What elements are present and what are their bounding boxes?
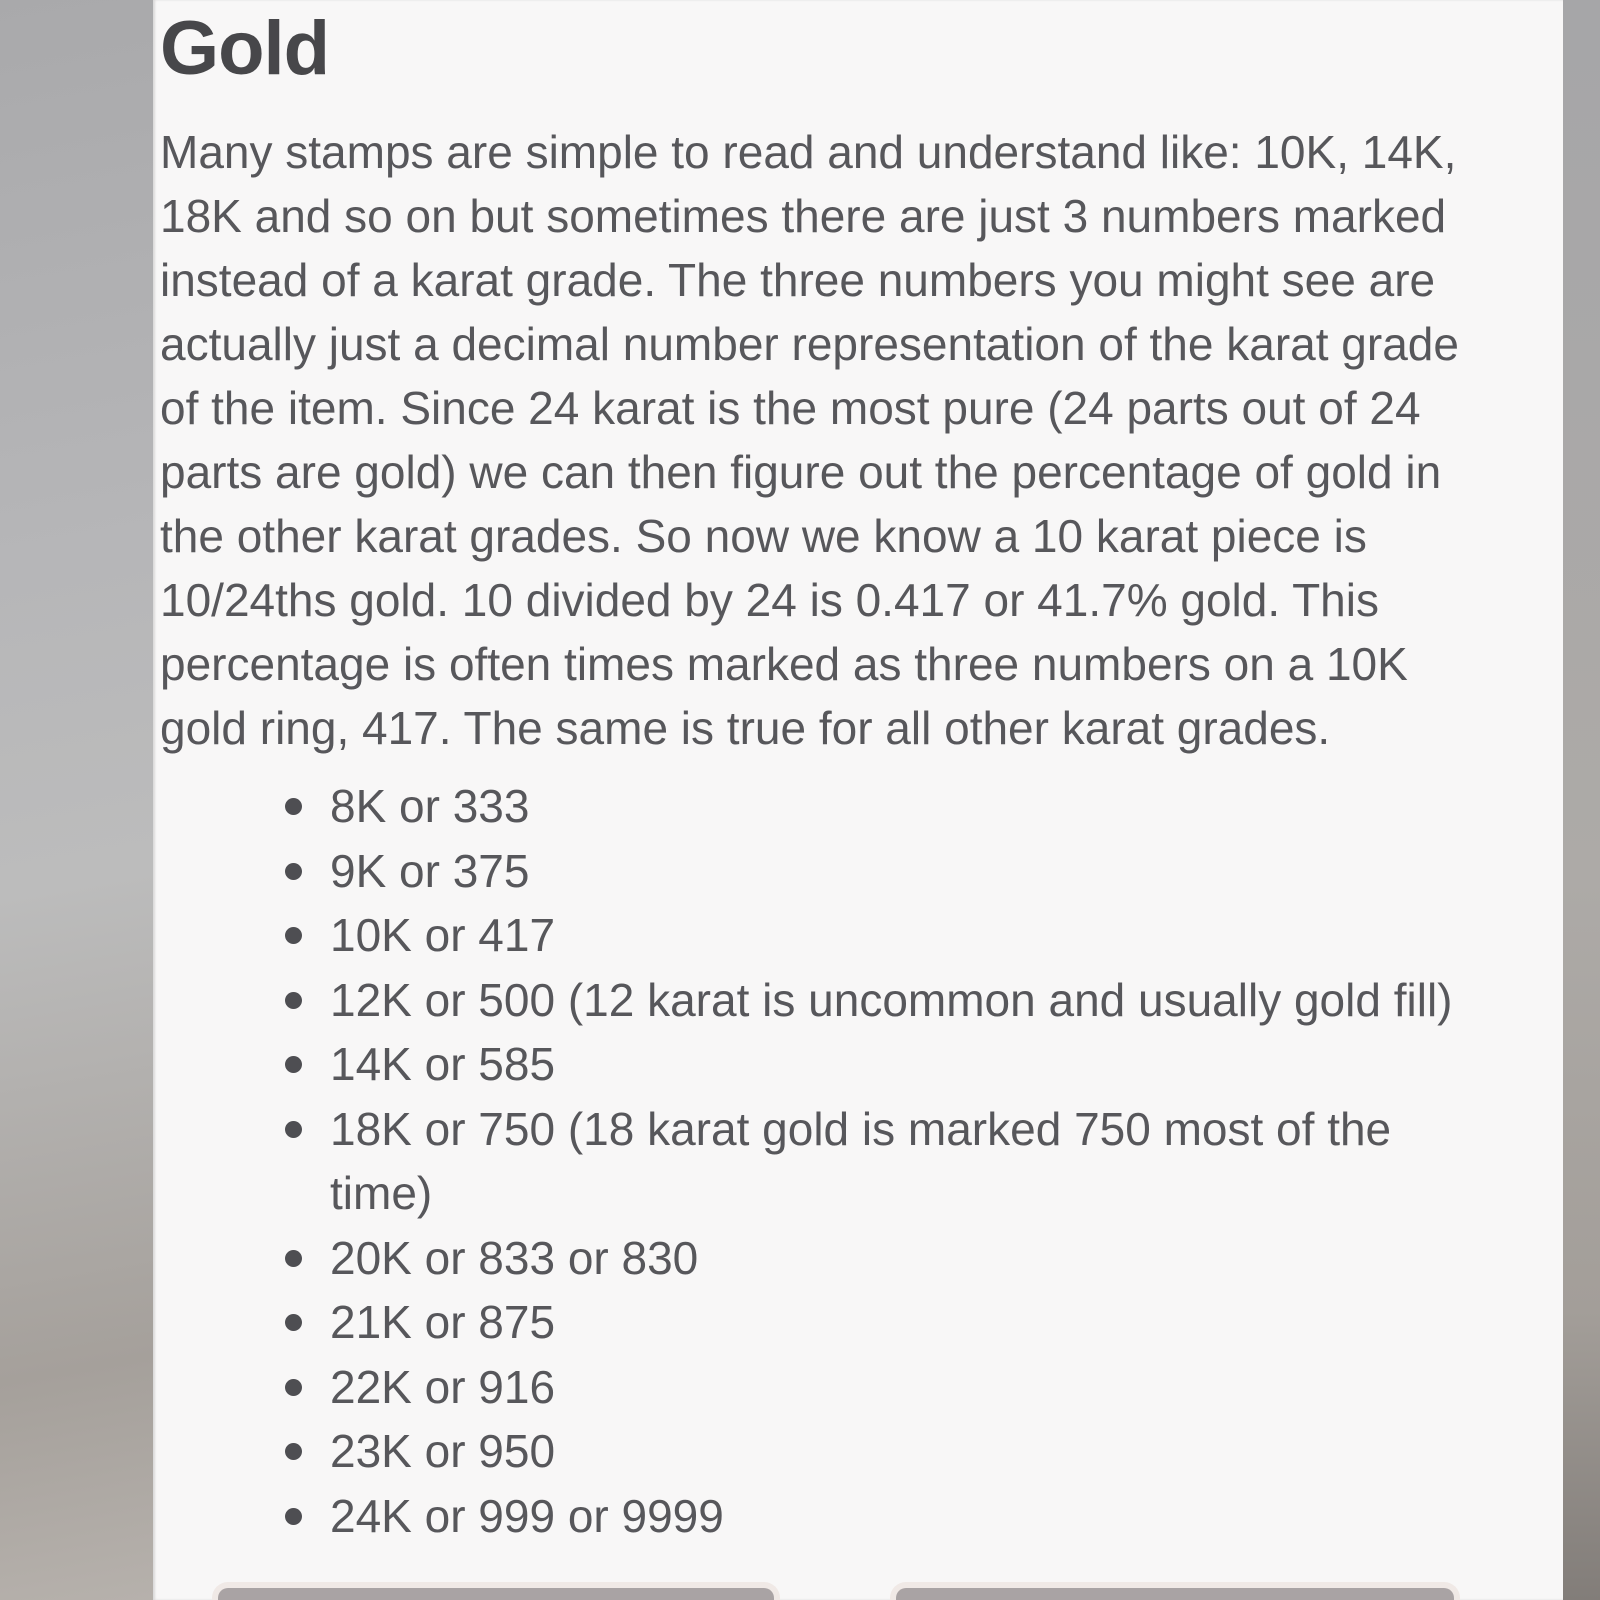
list-item: 20K or 833 or 830 <box>330 1226 1483 1291</box>
left-gray-band <box>0 0 153 1600</box>
list-item: 12K or 500 (12 karat is uncommon and usually gold fill) <box>330 968 1483 1033</box>
list-item: 14K or 585 <box>330 1032 1483 1097</box>
list-item: 23K or 950 <box>330 1419 1483 1484</box>
article-page <box>153 0 1563 1600</box>
list-item: 21K or 875 <box>330 1290 1483 1355</box>
page-title: Gold <box>160 6 330 91</box>
list-item: 9K or 375 <box>330 839 1483 904</box>
list-item: 24K or 999 or 9999 <box>330 1484 1483 1549</box>
list-item: 8K or 333 <box>330 774 1483 839</box>
right-gray-band <box>1563 0 1600 1600</box>
list-item: 18K or 750 (18 karat gold is marked 750 most of the time) <box>330 1097 1483 1226</box>
list-item: 22K or 916 <box>330 1355 1483 1420</box>
list-item: 10K or 417 <box>330 903 1483 968</box>
bottom-button-left[interactable] <box>212 1582 780 1600</box>
bottom-button-right[interactable] <box>890 1582 1460 1600</box>
karat-grade-list <box>153 774 1563 1548</box>
intro-paragraph: Many stamps are simple to read and understand like: 10K, 14K, 18K and so on but sometimes there are just 3 numbers marked instead of a karat grade. The three numbers you might see are actually just a decimal number representation of the karat grade of the item. Since 24 karat is the most pure (24 parts out of 24 parts are gold) we can then figure out the percentage of gold in the other karat grades. So now we know a 10 karat piece is 10/24ths gold. 10 divided by 24 is 0.417 or 41.7% gold. This percentage is often times marked as three numbers on a 10K gold ring, 417. The same is true for all other karat grades. <box>160 126 1459 754</box>
